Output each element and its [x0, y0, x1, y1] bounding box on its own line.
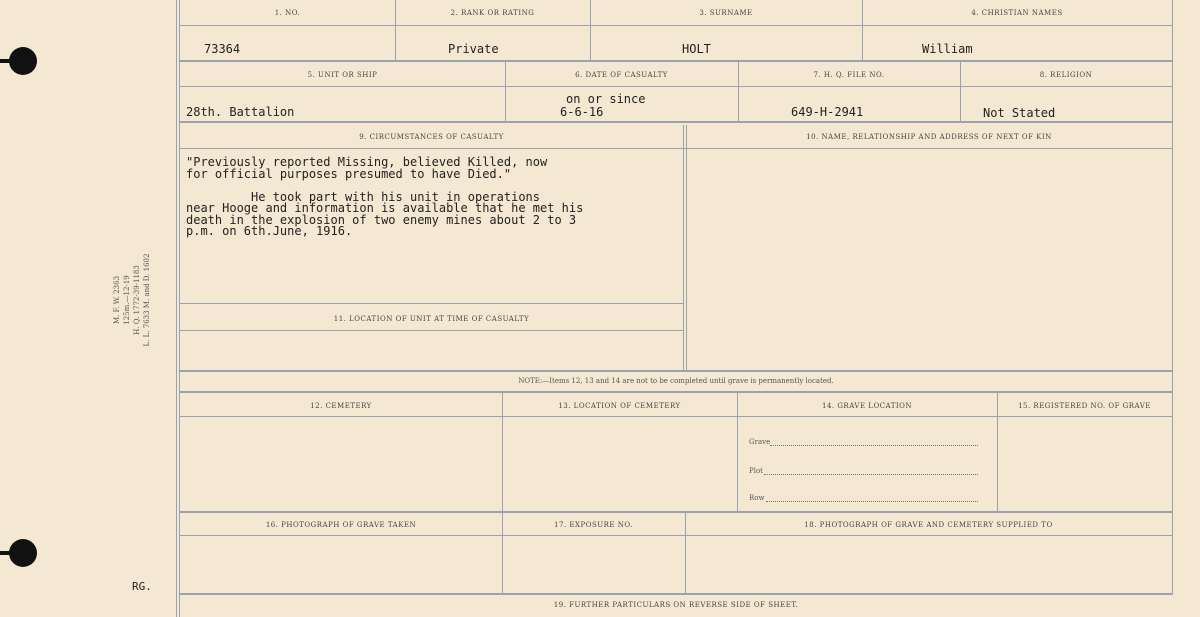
punch-hole — [9, 47, 37, 75]
divider — [683, 125, 684, 370]
label-date: 6. DATE OF CASUALTY — [575, 71, 668, 79]
label-hq-file: 7. H. Q. FILE NO. — [813, 71, 885, 79]
row-field — [766, 501, 978, 502]
date-qualifier: on or since — [566, 92, 646, 106]
divider — [180, 303, 683, 304]
label-rank: 2. RANK OR RATING — [450, 9, 535, 17]
divider — [180, 60, 1172, 62]
label-christian-names: 4. CHRISTIAN NAMES — [971, 9, 1063, 17]
divider — [180, 416, 1172, 417]
divider — [1172, 0, 1173, 595]
label-photo-supplied: 18. PHOTOGRAPH OF GRAVE AND CEMETERY SUPPLIED TO — [804, 521, 1053, 529]
label-unit: 5. UNIT OR SHIP — [307, 71, 378, 79]
service-number: 73364 — [204, 42, 241, 56]
label-photo-taken: 16. PHOTOGRAPH OF GRAVE TAKEN — [265, 521, 417, 529]
date-value: 6-6-16 — [560, 105, 604, 119]
punch-hole — [9, 539, 37, 567]
note: NOTE:—Items 12, 13 and 14 are not to be completed until grave is permanently located. — [518, 377, 834, 385]
plot-field — [764, 474, 978, 475]
divider — [180, 511, 1172, 513]
divider — [180, 330, 683, 331]
circumstances-text: "Previously reported Missing, believed Killed, now for official purposes presumed to have Died." He took part with his unit in operations near Hooge and information is available that he met his death in the explosion of two enemy mines about 2 to 3 p.m. on 6th.June, 1916. — [186, 155, 584, 238]
divider — [502, 393, 503, 513]
divider — [737, 393, 738, 513]
religion-value: Not Stated — [983, 106, 1056, 120]
divider — [180, 121, 1172, 123]
label-religion: 8. RELIGION — [1039, 71, 1093, 79]
grave-label: Grave — [749, 438, 771, 446]
christian-names-value: William — [922, 42, 973, 56]
divider — [180, 86, 1172, 87]
divider — [180, 535, 1172, 536]
divider — [180, 148, 1172, 149]
divider — [180, 391, 1172, 393]
label-circumstances: 9. CIRCUMSTANCES OF CASUALTY — [359, 133, 504, 141]
grave-field — [770, 445, 978, 446]
divider — [180, 25, 1172, 26]
divider — [176, 0, 177, 617]
corner-mark: RG. — [132, 580, 152, 593]
divider — [997, 393, 998, 513]
label-no: 1. NO. — [274, 9, 301, 17]
divider — [180, 370, 1172, 372]
unit-value: 28th. Battalion — [186, 105, 295, 119]
label-location-of-unit: 11. LOCATION OF UNIT AT TIME OF CASUALTY — [333, 315, 530, 323]
divider — [180, 593, 1172, 595]
label-location-of-cemetery: 13. LOCATION OF CEMETERY — [558, 402, 681, 410]
print-code: M. F. W. 2363 125m.—12-19 H. Q. 1772-39-1183 L. L. 7633 M. and D. 1602 — [113, 253, 151, 347]
label-grave-location: 14. GRAVE LOCATION — [821, 402, 913, 410]
label-further-particulars: 19. FURTHER PARTICULARS ON REVERSE SIDE OF SHEET. — [553, 601, 799, 609]
row-label: Row — [749, 494, 765, 502]
rank-value: Private — [448, 42, 499, 56]
label-exposure-no: 17. EXPOSURE NO. — [554, 521, 633, 529]
label-registered-no: 15. REGISTERED NO. OF GRAVE — [1018, 402, 1151, 410]
divider — [686, 125, 687, 370]
hq-file-value: 649-H-2941 — [791, 105, 864, 119]
label-next-of-kin: 10. NAME, RELATIONSHIP AND ADDRESS OF NEXT OF KIN — [806, 133, 1052, 141]
label-cemetery: 12. CEMETERY — [310, 402, 372, 410]
plot-label: Plot — [749, 467, 763, 475]
surname-value: HOLT — [682, 42, 711, 56]
label-surname: 3. SURNAME — [699, 9, 753, 17]
